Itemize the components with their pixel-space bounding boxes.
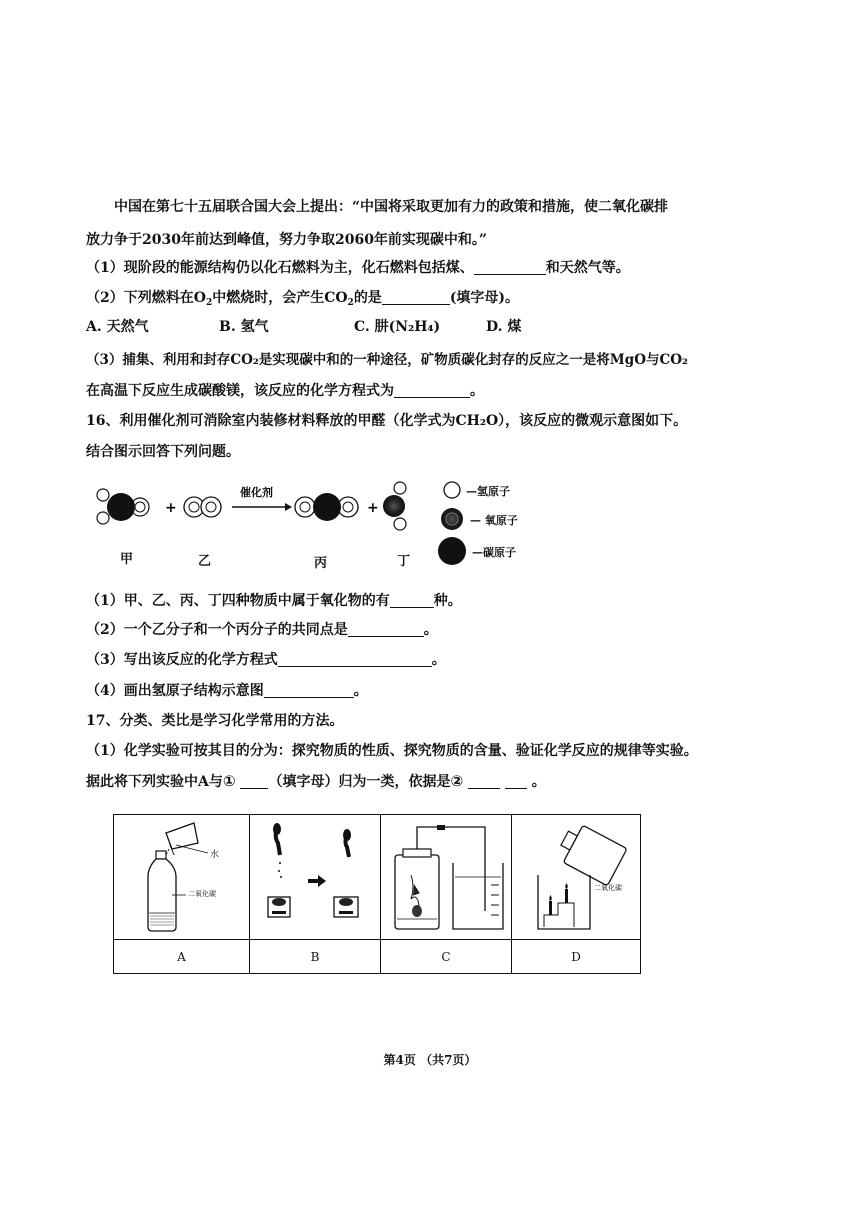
answer-blank[interactable] (278, 652, 432, 667)
label-jia: 甲 (120, 552, 134, 567)
q15-part3-line2: 在高温下反应生成碳酸镁，该反应的化学方程式为 。 (86, 383, 484, 399)
label-c: C (381, 940, 512, 974)
molecule-jia (97, 489, 149, 524)
q15-part2: （2）下列燃料在$O_2$中燃烧时，会产生$CO_2$的是 (填字母)。 (86, 290, 520, 308)
q17-line-1: 17、分类、类比是学习化学常用的方法。 (86, 713, 344, 729)
label-b: B (250, 940, 381, 974)
molecule-ding (383, 482, 406, 530)
legend-carbon: —碳原子 (472, 546, 516, 559)
legend-hydrogen: —氢原子 (466, 485, 510, 498)
q16-sub-3: （3）写出该反应的化学方程式 。 (86, 652, 446, 668)
experiment-table (113, 814, 641, 974)
answer-blank[interactable] (240, 774, 268, 789)
legend-oxygen: — 氧原子 (470, 514, 518, 527)
experiment-c-cell (381, 815, 512, 940)
plus-sign: + (165, 500, 177, 516)
bottle-water-icon (114, 815, 249, 935)
answer-blank[interactable] (382, 290, 450, 305)
intro-line-2: 放力争于2030年前达到峰值，努力争取2060年前实现碳中和。” (86, 232, 487, 248)
experiment-a-cell (114, 815, 250, 940)
experiment-d-cell (512, 815, 641, 940)
q17-line-3: 据此将下列实验中A与① （填字母）归为一类，依据是② 。 (86, 772, 546, 790)
hydrogen-atom-icon (444, 482, 460, 498)
answer-blank[interactable] (394, 383, 470, 398)
q16-line-2: 结合图示回答下列问题。 (86, 444, 240, 460)
answer-blank[interactable] (264, 683, 354, 698)
q16-line-1: 16、利用催化剂可消除室内装修材料释放的甲醛（化学式为CH₂O），该反应的微观示意图如下。 (86, 413, 688, 429)
dropper-balance-icon (250, 815, 380, 935)
option-b: B. 氢气 (219, 319, 269, 335)
plus-sign: + (367, 500, 379, 516)
label-a: A (114, 940, 250, 974)
answer-blank[interactable] (474, 260, 546, 275)
answer-blank[interactable] (348, 622, 424, 637)
q15-part1: （1）现阶段的能源结构仍以化石燃料为主，化石燃料包括煤、 和天然气等。 (86, 260, 630, 276)
label-yi: 乙 (198, 554, 212, 569)
q17-line-2: （1）化学实验可按其目的分为：探究物质的性质、探究物质的含量、验证化学反应的规律等实验。 (86, 743, 698, 759)
q16-sub-4: （4）画出氢原子结构示意图 。 (86, 683, 368, 699)
carbon-atom-icon (438, 537, 466, 565)
option-c: C. 肼(N₂H₄) (354, 319, 441, 335)
page-footer: 第4页 （共7页） (383, 1053, 477, 1067)
option-a: A. 天然气 (86, 319, 149, 335)
answer-blank[interactable] (505, 774, 527, 789)
label-ding: 丁 (397, 554, 411, 569)
molecule-yi (184, 497, 221, 517)
catalyst-label: 催化剂 (240, 486, 273, 499)
label-co2: 二氧化碳 (188, 890, 216, 898)
label-d: D (512, 940, 641, 974)
answer-blank[interactable] (390, 593, 434, 608)
option-d: D. 煤 (486, 319, 522, 335)
oxygen-atom-icon (441, 508, 463, 530)
reaction-diagram (90, 478, 440, 538)
q15-part3-line1: （3）捕集、利用和封存CO₂是实现碳中和的一种途径，矿物质碳化封存的反应之一是将MgO与CO₂ (86, 352, 688, 368)
intro-line-1: 中国在第七十五届联合国大会上提出：“中国将采取更加有力的政策和措施，使二氧化碳排 (114, 199, 669, 215)
pour-gas-candles-icon (512, 815, 640, 935)
gas-jar-beaker-icon (381, 815, 511, 935)
experiment-b-cell (250, 815, 381, 940)
answer-blank[interactable] (468, 774, 500, 789)
molecule-bing (295, 493, 358, 521)
label-bing: 丙 (314, 556, 328, 571)
q16-sub-2: （2）一个乙分子和一个丙分子的共同点是 。 (86, 622, 438, 638)
label-co2: 二氧化碳 (594, 884, 622, 892)
q16-sub-1: （1）甲、乙、丙、丁四种物质中属于氧化物的有 种。 (86, 593, 462, 609)
label-water: 水 (210, 850, 220, 860)
